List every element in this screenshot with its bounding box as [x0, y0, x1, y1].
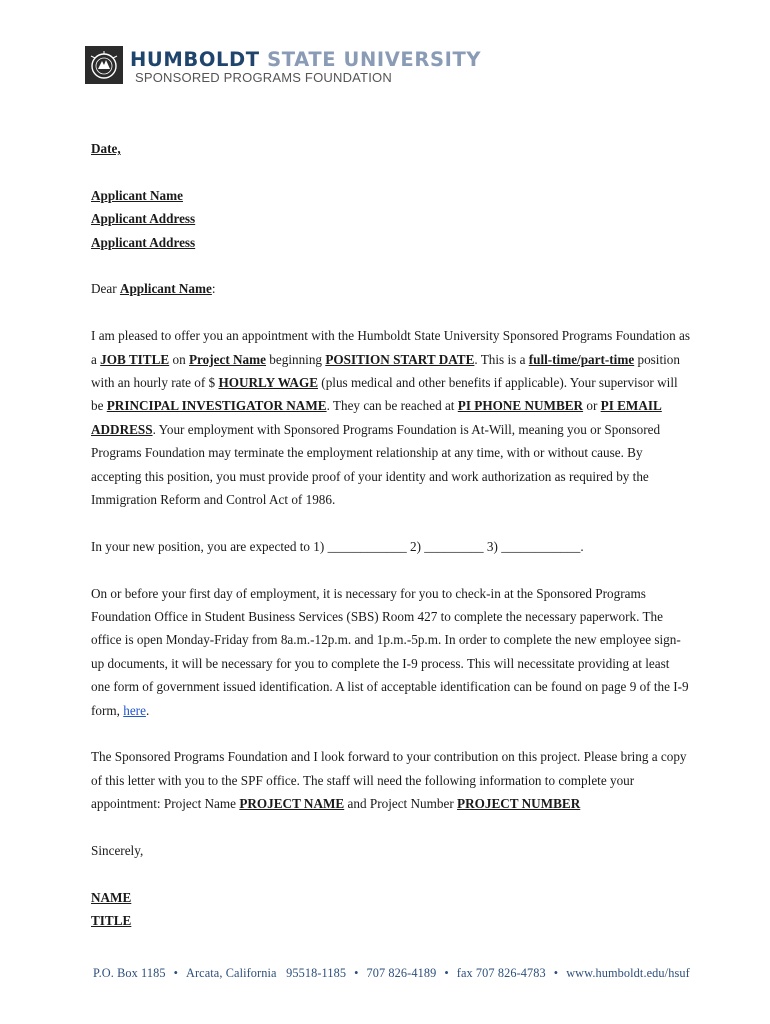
job-title-placeholder: JOB TITLE [100, 351, 170, 367]
closing-paragraph [91, 745, 691, 815]
applicant-address-placeholder-2: Applicant Address [91, 234, 196, 250]
university-name-part2: STATE UNIVERSITY [267, 48, 482, 71]
salutation [91, 277, 691, 300]
letter-body [91, 137, 691, 933]
offer-text: (plus medical and other benefits if applicable). Your supervisor will be [91, 375, 678, 414]
offer-text: . They can be reached at [326, 398, 458, 414]
applicant-name-placeholder: Applicant Name [91, 187, 183, 203]
pi-email-placeholder: PI EMAIL ADDRESS [91, 398, 662, 437]
footer-phone: 707 826-4189 [366, 966, 437, 980]
salutation-prefix: Dear [91, 281, 120, 297]
university-seal-icon [85, 46, 123, 84]
offer-paragraph [91, 324, 691, 511]
foundation-name: SPONSORED PROGRAMS FOUNDATION [135, 70, 392, 85]
pi-phone-placeholder: PI PHONE NUMBER [457, 398, 584, 414]
checkin-text: On or before your first day of employment, it is necessary for you to check-in at the Sponsored Programs Foundation Office in Student Business Services (SBS) Room 427 to complete the necessary paperwork. The office is open Monday-Friday from 8a.m.-12p.m. and 1p.m.-5p.m. In order to complete the new employee sign-up documents, it will be necessary for you to complete the I-9 process. This will necessitate providing at least one form of government issued identification. A list of acceptable identification can be found on page 9 of the I-9 form, [91, 585, 689, 718]
offer-text: . This is a [474, 351, 529, 367]
footer-separator: • [553, 966, 559, 980]
footer-fax: fax 707 826-4783 [456, 966, 546, 980]
salutation-suffix: : [211, 281, 216, 297]
project-name-placeholder: Project Name [188, 351, 266, 367]
checkin-paragraph [91, 582, 691, 722]
offer-text: on [169, 351, 189, 367]
university-name-part1: HUMBOLDT [130, 48, 260, 71]
offer-text: beginning [265, 351, 326, 367]
hourly-wage-placeholder: HOURLY WAGE [218, 375, 318, 391]
letter-footer [93, 966, 733, 981]
letterhead [85, 46, 482, 88]
closing-text: The Sponsored Programs Foundation and I look forward to your contribution on this project. Please bring a copy of this letter with you to the SPF office. The staff will need the following information to complete your appointment: Project Name [91, 749, 687, 812]
start-date-placeholder: POSITION START DATE [325, 351, 475, 367]
project-name-caps-placeholder: PROJECT NAME [239, 796, 345, 812]
i9-form-link[interactable]: here [123, 702, 146, 718]
applicant-address-placeholder: Applicant Address [91, 211, 196, 227]
offer-text: . Your employment with Sponsored Programs Foundation is At-Will, meaning you or Sponsored Programs Foundation may terminate the employment relationship at any time, with or without cause. By accepting this position, you must provide proof of your identity and work authorization as required by the Immigration Reform and Control Act of 1986. [91, 421, 661, 508]
project-number-placeholder: PROJECT NUMBER [457, 796, 581, 812]
signer-name-placeholder: NAME [91, 889, 132, 905]
sign-off: Sincerely, [91, 843, 144, 859]
signer-title-placeholder: TITLE [91, 913, 132, 929]
footer-separator: • [354, 966, 359, 980]
salutation-name-placeholder: Applicant Name [119, 281, 212, 297]
offer-text: I am pleased to offer you an appointment with the Humboldt State University Sponsored Programs Foundation as a [91, 328, 690, 367]
closing-text: and Project Number [344, 796, 458, 812]
offer-text: position with an hourly rate of $ [91, 351, 680, 391]
footer-separator: • [444, 966, 449, 980]
university-name [130, 48, 481, 71]
footer-city: Arcata, California 95518-1185 [186, 966, 347, 980]
pi-name-placeholder: PRINCIPAL INVESTIGATOR NAME [106, 398, 327, 414]
checkin-text: . [145, 702, 150, 718]
time-type-placeholder: full-time/part-time [528, 351, 635, 367]
footer-separator: • [173, 966, 178, 980]
footer-po-box: P.O. Box 1185 [93, 966, 166, 980]
footer-web: www.humboldt.edu/hsuf [566, 966, 690, 980]
offer-text: or [583, 398, 601, 414]
date-placeholder: Date, [91, 141, 121, 156]
duties-paragraph: In your new position, you are expected to 1) ____________ 2) _________ 3) ____________. [91, 538, 584, 554]
